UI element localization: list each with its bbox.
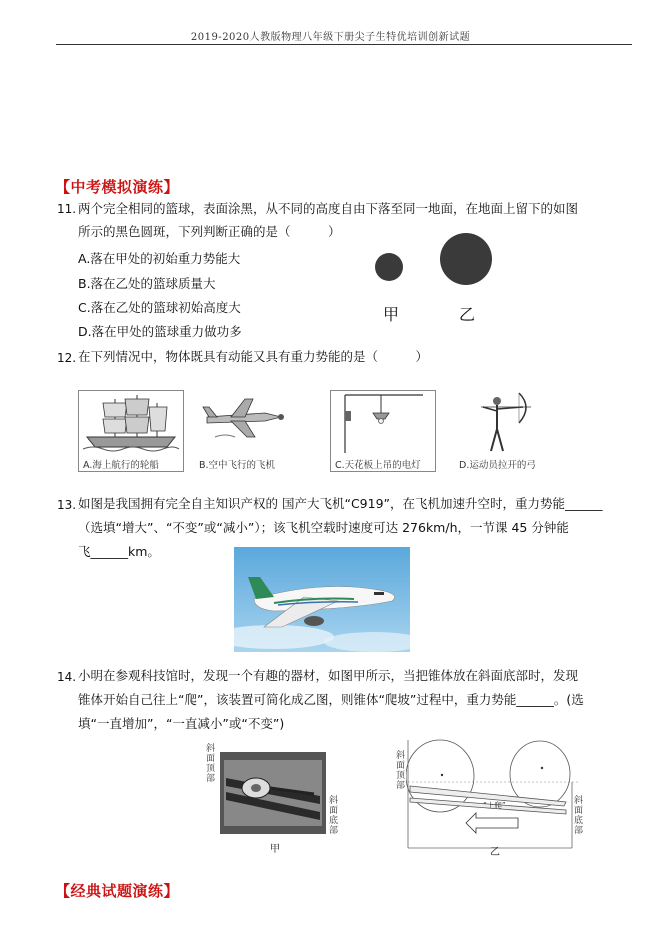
q14-fig-b-caption: 乙 xyxy=(490,847,500,858)
archer-illustration xyxy=(453,391,557,453)
q12-caption-a: A.海上航行的轮船 xyxy=(83,460,159,471)
q12-caption-b: B.空中飞行的飞机 xyxy=(199,460,276,471)
q11-option-c: C.落在乙处的篮球初始高度大 xyxy=(78,300,241,315)
q13-number: 13. xyxy=(57,498,77,512)
section-title-mock: 【中考模拟演练】 xyxy=(55,178,180,196)
q14-line1: 小明在参观科技馆时，发现一个有趣的器材，如图甲所示，当把锥体放在斜面底部时，发现 xyxy=(78,668,579,683)
small-black-spot xyxy=(375,253,403,281)
q11-label-yi: 乙 xyxy=(459,305,476,324)
q12-number: 12. xyxy=(57,351,77,365)
q11-line1: 两个完全相同的篮球，表面涂黑，从不同的高度自由下落至同一地面，在地面上留下的如图 xyxy=(78,201,579,216)
q12-text: 在下列情况中，物体既具有动能又具有重力势能的是（ ） xyxy=(78,349,429,364)
q13-line2: （选填“增大”、“不变”或“减小”）；该飞机空载时速度可达 276km/h，一节课 45 分钟能 xyxy=(78,520,569,535)
q12-figure-plane xyxy=(194,390,300,472)
q14-fig-b-diagram xyxy=(406,738,582,850)
q12-figure-lamp xyxy=(330,390,436,472)
q12-figure-archer xyxy=(452,390,558,472)
header-divider xyxy=(56,44,632,45)
q14-line2: 锥体开始自己往上“爬”，该装置可简化成乙图，则锥体“爬坡”过程中，重力势能______。(选 xyxy=(78,692,584,707)
large-black-spot xyxy=(440,233,492,285)
q11-option-d: D.落在甲处的篮球重力做功多 xyxy=(78,324,242,339)
q14-line3: 填“一直增加”，“一直减小”或“不变”) xyxy=(78,716,285,731)
q11-option-a: A.落在甲处的初始重力势能大 xyxy=(78,251,241,266)
q14-fig-b-arrow-label: “上爬” xyxy=(483,801,506,810)
q13-c919-photo xyxy=(234,547,410,652)
hanging-lamp-illustration xyxy=(331,391,435,453)
ship-illustration xyxy=(79,391,183,453)
q14-fig-b-top-label: 斜面顶部 xyxy=(396,751,406,791)
q14-fig-a-photo xyxy=(220,752,326,834)
q12-caption-d: D.运动员拉开的弓 xyxy=(459,460,536,471)
fighter-plane-illustration xyxy=(195,391,299,453)
q11-label-jia: 甲 xyxy=(383,305,400,324)
section-title-classic: 【经典试题演练】 xyxy=(55,882,180,900)
q14-number: 14. xyxy=(57,670,77,684)
q12-figure-ship xyxy=(78,390,184,472)
q13-line1: 如图是我国拥有完全自主知识产权的 国产大飞机“C919”，在飞机加速升空时，重力势能______ xyxy=(78,496,603,511)
q14-fig-a-top-label: 斜面顶部 xyxy=(206,744,216,784)
q12-caption-c: C.天花板上吊的电灯 xyxy=(335,460,421,471)
page-header: 2019-2020人教版物理八年级下册尖子生特优培训创新试题 xyxy=(190,32,471,43)
q14-fig-a-caption: 甲 xyxy=(270,844,280,855)
q11-line2: 所示的黑色圆斑，下列判断正确的是（ ） xyxy=(78,224,341,239)
q14-fig-a-bottom-label: 斜面底部 xyxy=(329,796,339,836)
q14-fig-b-bottom-label: 斜面底部 xyxy=(574,796,584,836)
q13-line3: 飞______km。 xyxy=(78,544,160,559)
q11-number: 11. xyxy=(57,202,77,216)
q11-option-b: B.落在乙处的篮球质量大 xyxy=(78,276,216,291)
